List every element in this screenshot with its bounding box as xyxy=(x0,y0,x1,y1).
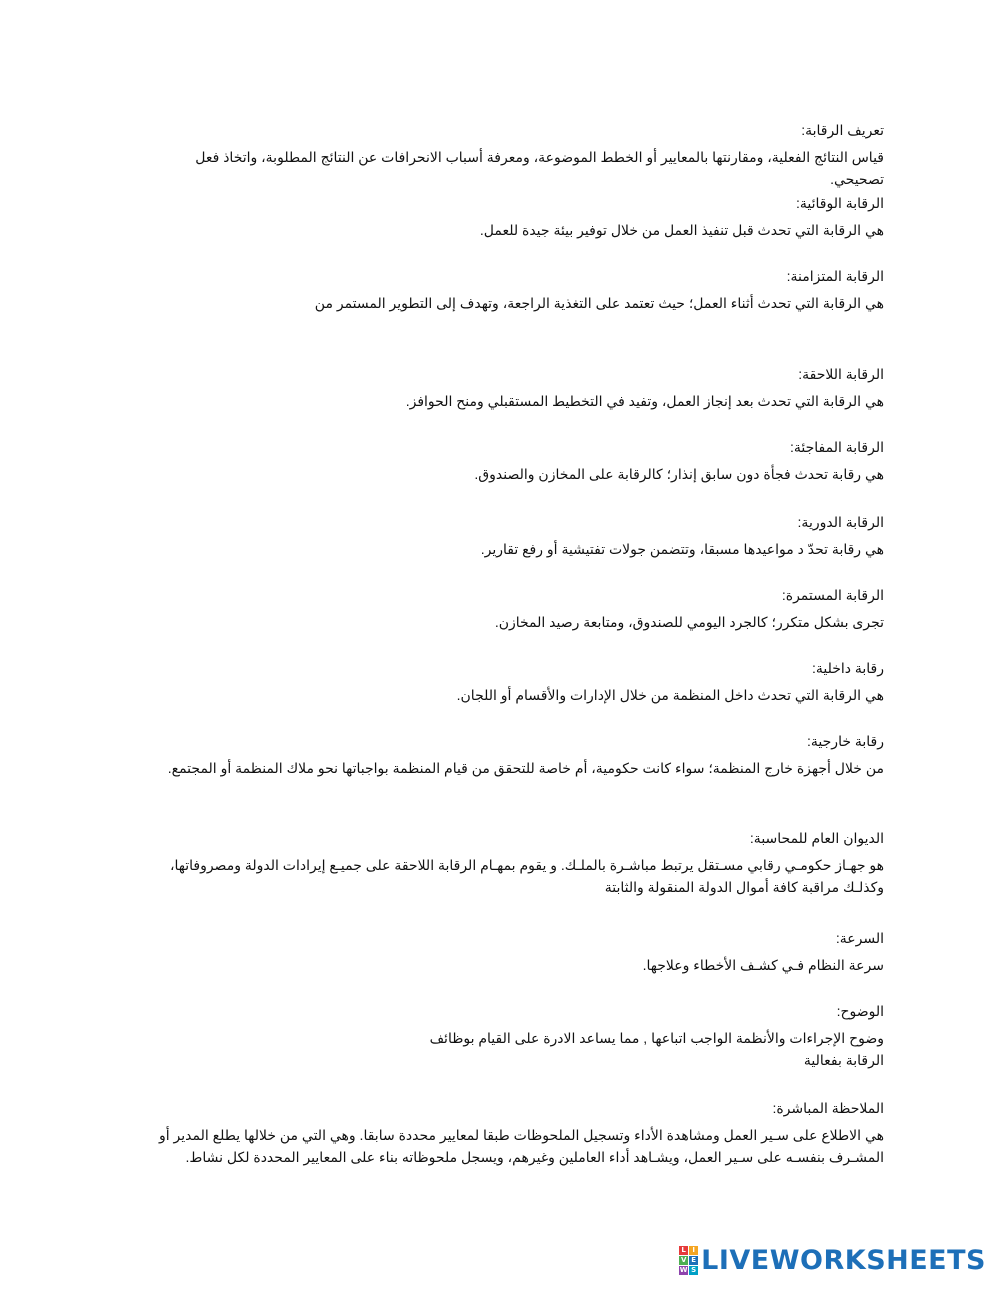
term-label: الرقابة اللاحقة: xyxy=(798,366,884,382)
definition-line: هي الاطلاع على سـير العمل ومشاهدة الأداء وتسجيل الملحوظات طبقا لمعايير محددة سابقا. وهي التي من خلالها يطلع المدير أو xyxy=(158,1127,884,1143)
term-label: الديوان العام للمحاسبة: xyxy=(749,830,884,846)
definition-line: وضوح الإجراءات والأنظمة الواجب اتباعها , مما يساعد الادرة على القيام بوظائف xyxy=(429,1030,884,1046)
definition-line: هي الرقابة التي تحدث أثناء العمل؛ حيث تعتمد على التغذية الراجعة، وتهدف إلى التطوير المستمر من xyxy=(314,295,884,311)
definition-line: قياس النتائج الفعلية، ومقارنتها بالمعايير أو الخطط الموضوعة، ومعرفة أسباب الانحرافات عن النتائج المطلوبة، واتخاذ فعل تصحيحي. xyxy=(195,149,884,187)
logo-letter: V xyxy=(680,1256,687,1264)
entry-general-audit-bureau xyxy=(144,828,884,898)
entry-external-control xyxy=(144,731,884,779)
definition-line: تجرى بشكل متكرر؛ كالجرد اليومي للصندوق، ومتابعة رصيد المخازن. xyxy=(494,614,884,630)
entry-internal-control xyxy=(144,658,884,706)
entry-feedback-control xyxy=(144,364,884,412)
logo-letter: W xyxy=(679,1266,688,1274)
definition-line: هو جهـاز حكومـي رقابي مسـتقل يرتبط مباشـرة بالملـك. و يقوم بمهـام الرقابة اللاحقة على جميـع إيرادات الدولة ومصروفاتها، xyxy=(169,857,884,873)
definition-line: المشـرف بنفسـه على سـير العمل، ويشـاهد أداء العاملين وغيرهم، ويسجل ملحوظاته بناء على المعايير المحددة لكل نشاط. xyxy=(185,1149,884,1165)
definition-line: هي رقابة تحدّ د مواعيدها مسبقا، وتتضمن جولات تفتيشية أو رفع تقارير. xyxy=(480,541,884,557)
logo-letter: L xyxy=(679,1246,688,1255)
term-label: السرعة: xyxy=(835,930,884,946)
term-label: الرقابة الدورية: xyxy=(797,514,884,530)
entry-clarity xyxy=(144,1001,884,1071)
logo-letter: I xyxy=(689,1246,698,1255)
entry-speed xyxy=(144,928,884,976)
definition-line: هي الرقابة التي تحدث بعد إنجاز العمل، وتفيد في التخطيط المستقبلي ومنح الحوافز. xyxy=(405,393,884,409)
entry-periodic-control xyxy=(144,512,884,560)
definition-line: الرقابة بفعالية xyxy=(803,1052,884,1068)
term-label: رقابة داخلية: xyxy=(811,660,884,676)
brand-name: LIVEWORKSHEETS xyxy=(701,1245,986,1276)
term-label: الرقابة الوقائية: xyxy=(796,195,884,211)
term-label: الوضوح: xyxy=(836,1003,884,1019)
entry-concurrent-control xyxy=(144,266,884,314)
entry-surprise-control xyxy=(144,437,884,485)
logo-letter: E xyxy=(689,1256,698,1265)
term-label: الرقابة المفاجئة: xyxy=(789,439,884,455)
liveworksheets-logo[interactable] xyxy=(679,1245,986,1276)
term-label: الرقابة المستمرة: xyxy=(781,587,884,603)
entry-control-definition xyxy=(144,120,884,190)
definition-line: هي الرقابة التي تحدث قبل تنفيذ العمل من خلال توفير بيئة جيدة للعمل. xyxy=(479,222,884,238)
logo-mark-icon xyxy=(679,1246,698,1275)
definition-line: هي رقابة تحدث فجأة دون سابق إنذار؛ كالرقابة على المخازن والصندوق. xyxy=(474,466,884,482)
definition-line: من خلال أجهزة خارج المنظمة؛ سواء كانت حكومية، أم خاصة للتحقق من قيام المنظمة بواجباتها نحو ملاك المنظمة أو المجتمع. xyxy=(167,760,884,776)
entry-direct-observation xyxy=(144,1098,884,1168)
term-label: رقابة خارجية: xyxy=(807,733,884,749)
term-label: الرقابة المتزامنة: xyxy=(786,268,884,284)
entry-preventive-control xyxy=(144,193,884,241)
term-label: الملاحظة المباشرة: xyxy=(772,1100,884,1116)
entry-continuous-control xyxy=(144,585,884,633)
logo-letter: S xyxy=(691,1266,697,1274)
term-label: تعريف الرقابة: xyxy=(801,122,884,138)
definition-line: وكذلـك مراقبة كافة أموال الدولة المنقولة والثابتة xyxy=(604,879,884,895)
definition-line: سرعة النظام فـي كشـف الأخطاء وعلاجها. xyxy=(642,957,884,973)
definition-line: هي الرقابة التي تحدث داخل المنظمة من خلال الإدارات والأقسام أو اللجان. xyxy=(456,687,884,703)
